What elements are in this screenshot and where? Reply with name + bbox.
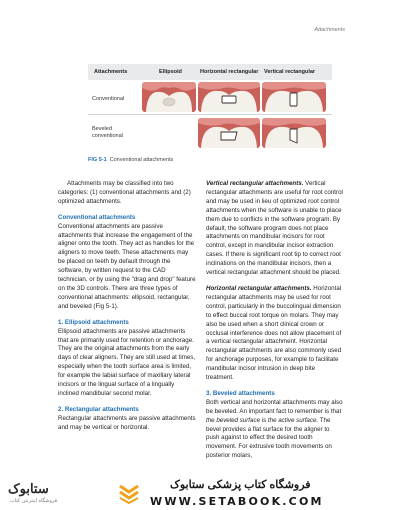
row-divider bbox=[88, 114, 332, 115]
header-vertical: Vertical rectangular bbox=[264, 69, 316, 75]
setabook-logo: ستابوک bbox=[8, 481, 49, 496]
vertical-rect-paragraph bbox=[206, 180, 344, 278]
book-emblem-icon bbox=[118, 482, 140, 504]
row-label-beveled: Beveled conventional bbox=[92, 126, 123, 139]
figure-caption-text: Conventional attachments bbox=[109, 157, 174, 163]
beveled-text-italic: the beveled surface is the active surface. bbox=[206, 416, 319, 424]
beveled-vertical-tooth-image bbox=[262, 118, 326, 148]
vertical-rect-tooth-image bbox=[262, 82, 326, 112]
running-head: Attachments bbox=[314, 27, 345, 33]
website-url[interactable]: WWW.SETABOOK.COM bbox=[150, 495, 324, 508]
ellipsoid-paragraph: Ellipsoid attachments are passive attachments that are primarily used for retention or anchorage. They are the original attachments from the early days of clear aligners. They are still used at times, especially when the tooth surface area is limited, for example the labial surface of maxillary lateral incisors or the lingual surface of a lingually inclined mandibular second molar. bbox=[58, 327, 196, 397]
heading-ellipsoid: 1. Ellipsoid attachments bbox=[58, 318, 129, 326]
heading-rectangular: 2. Rectangular attachments bbox=[58, 405, 139, 413]
rectangular-paragraph: Rectangular attachments are passive attachments and may be vertical or horizontal. bbox=[58, 414, 196, 431]
persian-store-title: فروشگاه کتاب پزشکی ستابوک bbox=[170, 479, 311, 491]
figure-caption bbox=[88, 157, 173, 163]
horizontal-rect-tooth-image bbox=[198, 82, 260, 112]
horizontal-rect-paragraph bbox=[206, 285, 344, 383]
beveled-text-a: Both vertical and horizontal attachments may also be beveled. An important fact to remember is that bbox=[206, 398, 343, 415]
setabook-logo-subtitle: فروشگاه اینترنتی کتاب bbox=[10, 498, 58, 504]
runin-horizontal: Horizontal rectangular attachments. bbox=[206, 284, 312, 292]
figure-5-1 bbox=[88, 64, 332, 150]
heading-conventional-attachments: Conventional attachments bbox=[58, 213, 136, 221]
horizontal-rect-text: Horizontal rectangular attachments may be used for root control, particularly in the buccolingual dimension to effect buccal root torque on molars. They may also be used when a short clinical crown or occlusal interference does not allow placement of a vertical rectangular attachment. Horizontal rectangular attachments are also commonly used for anchorage purposes, for example to facilitate mandibular incisor intrusion in deep bite treatment. bbox=[206, 284, 342, 382]
header-attachments: Attachments bbox=[94, 69, 128, 75]
runin-vertical: Vertical rectangular attachments. bbox=[206, 180, 304, 187]
header-horizontal: Horizontal rectangular bbox=[200, 69, 259, 75]
figure-number: FIG 5-1 bbox=[88, 157, 107, 163]
right-column bbox=[206, 180, 344, 468]
intro-paragraph: Attachments may be classified into two categories: (1) conventional attachments and (2) optimized attachments. bbox=[58, 180, 191, 205]
conventional-paragraph: Conventional attachments are passive attachments that increase the engagement of the aligner onto the tooth. They act as handles for the aligners to move teeth. These attachments may be placed on teeth by default through the software, by written request to the CAD technician, or by using the "drag and drop" feature on the 3D controls. There are three types of conventional attachments: ellipsoid, rectangular, and beveled (Fig 5-1). bbox=[58, 222, 196, 310]
ellipsoid-tooth-image bbox=[142, 82, 196, 112]
beveled-text-b: The bevel provides a flat surface for the aligner to push against to effect the desired tooth movement. For extrusive tooth movements on posterior molars, bbox=[206, 416, 332, 460]
beveled-paragraph bbox=[206, 399, 344, 461]
vertical-rect-text: Vertical rectangular attachments are useful for root control and may be used in lieu of optimized root control attachments when the software is unable to place them due to conflicts in the software program. By default, the software program does not place attachments on mandibular incisors for root control, except in mandibular incisor extraction cases. If there is significant root tip to correct root inclinations on the mandibular incisors, then a vertical rectangular attachment should be placed. bbox=[206, 180, 343, 277]
heading-beveled: 3. Beveled attachments bbox=[206, 389, 275, 397]
header-ellipsoid: Ellipsoid bbox=[159, 69, 182, 75]
beveled-horizontal-tooth-image bbox=[198, 118, 260, 148]
row-label-conventional: Conventional bbox=[92, 96, 125, 102]
left-column bbox=[58, 180, 196, 440]
